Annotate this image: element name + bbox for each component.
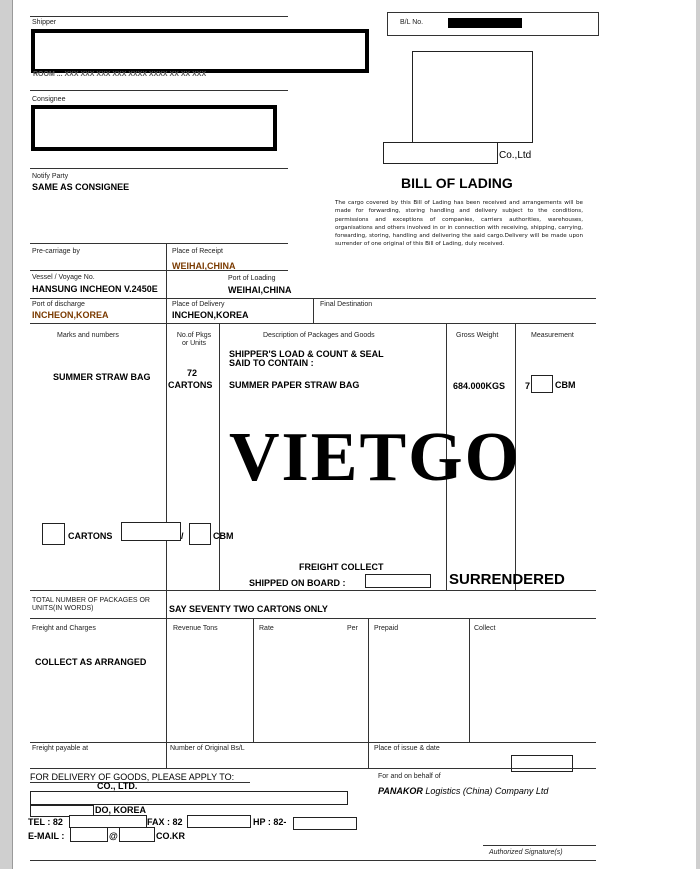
port-discharge-label: Port of discharge — [32, 301, 85, 308]
shipper-redaction — [31, 29, 369, 73]
notify-value: SAME AS CONSIGNEE — [32, 182, 130, 192]
weight-redaction — [121, 522, 181, 541]
cargo-freight: FREIGHT COLLECT — [299, 562, 384, 572]
freight-payable-label: Freight payable at — [32, 745, 89, 752]
cbm-redaction — [189, 523, 211, 545]
issue-date-redaction — [511, 755, 573, 772]
bill-of-lading-page — [12, 0, 696, 869]
collect-label: Collect — [474, 625, 496, 632]
rate-label: Rate — [259, 625, 274, 632]
cargo-qty: 72 — [187, 368, 198, 378]
col-gross: Gross Weight — [456, 332, 499, 339]
email-at: @ — [109, 831, 118, 841]
number-bl-label: Number of Original Bs/L — [170, 745, 245, 752]
cargo-measure-prefix: 7 — [525, 381, 531, 391]
revenue-tons-label: Revenue Tons — [173, 625, 218, 632]
measure-redaction — [531, 375, 553, 393]
shipped-date-redaction — [365, 574, 431, 588]
cartons-count-redaction — [42, 523, 65, 545]
place-delivery-label: Place of Delivery — [172, 301, 225, 308]
authorized-signature-label: Authorized Signature(s) — [489, 849, 563, 856]
final-destination-label: Final Destination — [320, 301, 373, 308]
fax-redaction — [187, 815, 251, 828]
vessel-value: HANSUNG INCHEON V.2450E — [32, 284, 158, 294]
delivery-co-ltd: CO., LTD. — [97, 781, 138, 791]
port-loading-value: WEIHAI,CHINA — [228, 285, 292, 295]
port-loading-label: Port of Loading — [228, 275, 276, 282]
cargo-measure-unit: CBM — [555, 380, 576, 390]
freight-charges-label: Freight and Charges — [32, 625, 96, 632]
tel-label: TEL : 82 — [28, 817, 63, 827]
shipper-label: Shipper — [32, 19, 57, 26]
bl-no-box — [387, 12, 599, 36]
email-domain-redaction — [119, 827, 155, 842]
vessel-label: Vessel / Voyage No. — [32, 274, 95, 281]
hp-label: HP : 82- — [253, 817, 287, 827]
logo-box — [412, 51, 533, 143]
email-user-redaction — [70, 827, 108, 842]
consignee-redaction — [31, 105, 277, 151]
col-pkgs: No.of Pkgs or Units — [176, 332, 212, 347]
col-marks: Marks and numbers — [57, 332, 119, 339]
behalf-label: For and on behalf of — [378, 773, 441, 780]
agent-name-line — [378, 786, 548, 796]
bl-no-label: B/L No. — [400, 19, 424, 26]
shipper-hidden-line: ROOM ... XXX XXX XXX XXX XXXX XXXX XX XX XXX — [33, 71, 207, 78]
cargo-cbm: CBM — [213, 531, 234, 541]
email-label: E-MAIL : — [28, 831, 65, 841]
cargo-goods: SUMMER PAPER STRAW BAG — [229, 380, 360, 390]
cargo-cartons: CARTONS — [68, 531, 113, 541]
email-suffix: CO.KR — [156, 831, 185, 841]
company-name-redaction — [383, 142, 498, 164]
vietgo-watermark: VIETGO — [229, 419, 522, 496]
col-measure: Measurement — [531, 332, 574, 339]
place-receipt-value: WEIHAI,CHINA — [172, 261, 236, 271]
total-label: TOTAL NUMBER OF PACKAGES OR UNITS(IN WORDS) — [32, 597, 150, 612]
col-desc: Description of Packages and Goods — [263, 332, 375, 339]
cargo-slash: / — [181, 531, 184, 541]
bl-no-redaction — [448, 18, 522, 28]
cargo-marks: SUMMER STRAW BAG — [53, 372, 151, 382]
delivery-apply-to: FOR DELIVERY OF GOODS, PLEASE APPLY TO: — [30, 772, 235, 782]
hp-redaction — [293, 817, 357, 830]
document-title: BILL OF LADING — [401, 175, 513, 191]
cargo-slc2: SAID TO CONTAIN : — [229, 358, 314, 368]
place-issue-label: Place of issue & date — [374, 745, 440, 752]
fax-label: FAX : 82 — [147, 817, 183, 827]
per-label: Per — [347, 625, 358, 632]
cargo-slc1: SHIPPER'S LOAD & COUNT & SEAL — [229, 349, 384, 359]
cargo-weight: 684.000KGS — [453, 381, 506, 391]
collect-as-arranged: COLLECT AS ARRANGED — [35, 657, 147, 667]
agent-rest: Logistics (China) Company Ltd — [425, 786, 549, 796]
port-discharge-value: INCHEON,KOREA — [32, 310, 109, 320]
cargo-shipped: SHIPPED ON BOARD : — [249, 578, 346, 588]
company-suffix: Co.,Ltd — [499, 150, 532, 161]
total-value: SAY SEVENTY TWO CARTONS ONLY — [169, 604, 328, 614]
place-delivery-value: INCHEON,KOREA — [172, 310, 249, 320]
pre-carriage-label: Pre-carriage by — [32, 248, 80, 255]
notify-label: Notify Party — [32, 173, 69, 180]
agent-name: PANAKOR — [378, 786, 423, 796]
delivery-address: DO, KOREA — [95, 805, 147, 815]
consignee-label: Consignee — [32, 96, 66, 103]
place-receipt-label: Place of Receipt — [172, 248, 223, 255]
terms-clause: The cargo covered by this Bill of Lading has been received and arrangements will be made for forwarding, storing handling and delivery subject to the conditions, permissions and exceptions of companies, carriers authorities, warehouses, organisations and others involved in or in connection with receiving, shipping, carrying, forwarding, storing, handling and delivering the said cargo.Delivery will be made upon surrender of one original of this Bill of Lading, duly received. — [335, 200, 583, 248]
delivery-company-redaction — [30, 791, 348, 805]
prepaid-label: Prepaid — [374, 625, 399, 632]
cargo-unit: CARTONS — [168, 380, 213, 390]
cargo-surrendered: SURRENDERED — [449, 571, 565, 588]
